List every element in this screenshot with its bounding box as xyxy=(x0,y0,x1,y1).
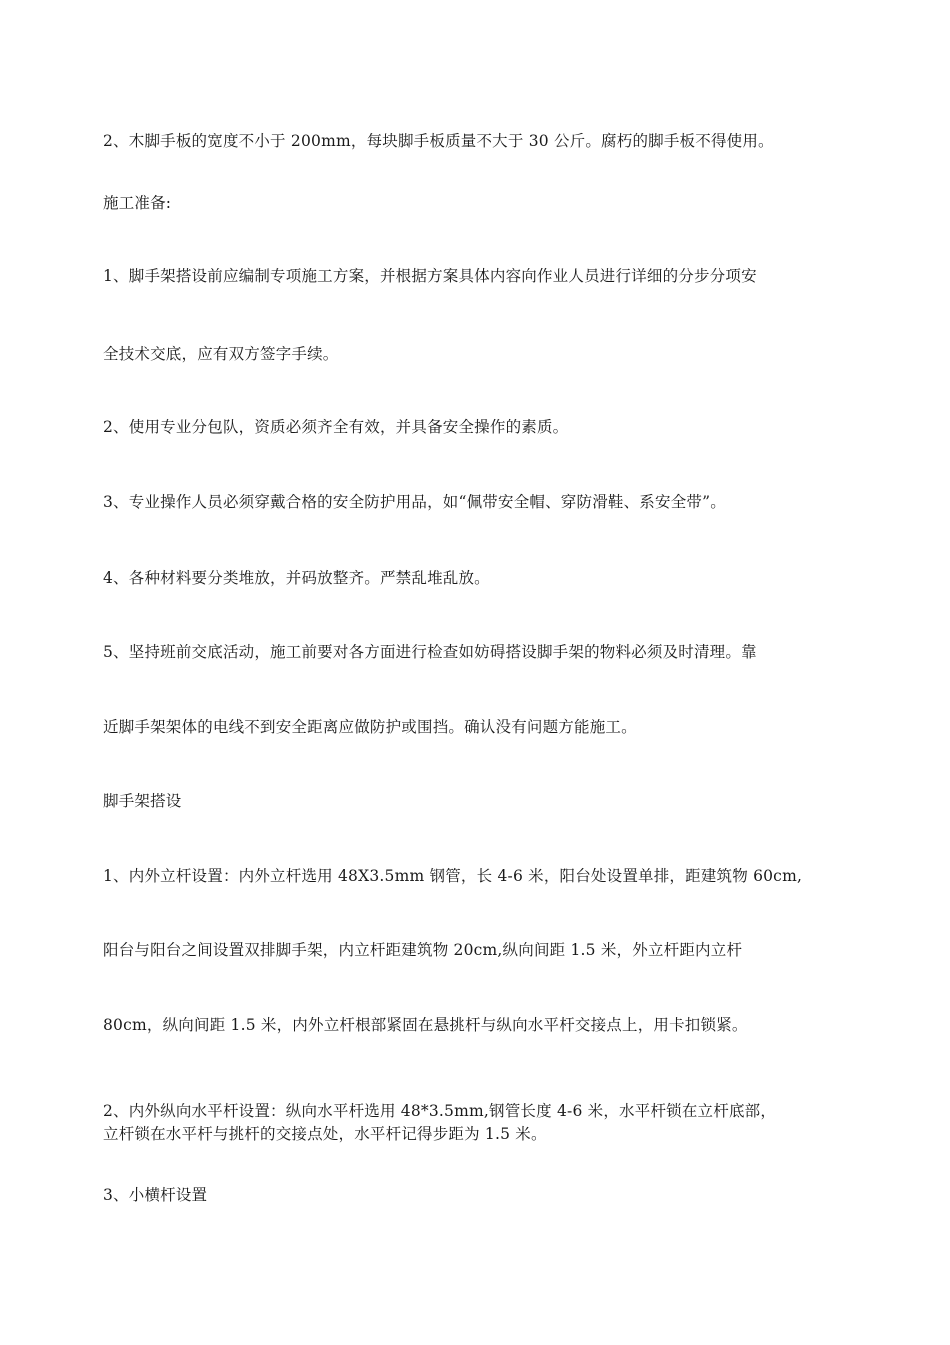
text-line: 2、木脚手板的宽度不小于 200mm，每块脚手板质量不大于 30 公斤。腐朽的脚手板不得使用。 xyxy=(103,132,774,150)
section-heading: 3、小横杆设置 xyxy=(103,1186,208,1204)
text-line: 1、脚手架搭设前应编制专项施工方案，并根据方案具体内容向作业人员进行详细的分步分项安 xyxy=(103,267,757,285)
text-line: 80cm，纵向间距 1.5 米，内外立杆根部紧固在悬挑杆与纵向水平杆交接点上，用卡扣锁紧。 xyxy=(103,1016,748,1034)
text-line: 立杆锁在水平杆与挑杆的交接点处，水平杆记得步距为 1.5 米。 xyxy=(103,1125,547,1143)
text-line: 5、坚持班前交底活动，施工前要对各方面进行检查如妨碍搭设脚手架的物料必须及时清理。靠 xyxy=(103,643,757,661)
text-line: 近脚手架架体的电线不到安全距离应做防护或围挡。确认没有问题方能施工。 xyxy=(103,718,637,736)
text-line: 2、使用专业分包队，资质必须齐全有效，并具备安全操作的素质。 xyxy=(103,418,569,436)
text-line: 阳台与阳台之间设置双排脚手架，内立杆距建筑物 20cm,纵向间距 1.5 米，外立杆距内立杆 xyxy=(103,941,743,959)
section-heading: 施工准备: xyxy=(103,194,172,212)
text-line: 4、各种材料要分类堆放，并码放整齐。严禁乱堆乱放。 xyxy=(103,569,490,587)
text-line: 2、内外纵向水平杆设置：纵向水平杆选用 48*3.5mm,钢管长度 4-6 米，水平杆锁在立杆底部， xyxy=(103,1102,777,1120)
text-line: 3、专业操作人员必须穿戴合格的安全防护用品，如“佩带安全帽、穿防滑鞋、系安全带”。 xyxy=(103,493,726,511)
text-line: 1、内外立杆设置：内外立杆选用 48X3.5mm 钢管，长 4-6 米，阳台处设置单排，距建筑物 60cm, xyxy=(103,867,803,885)
text-line: 全技术交底，应有双方签字手续。 xyxy=(103,345,339,363)
section-heading: 脚手架搭设 xyxy=(103,792,182,810)
